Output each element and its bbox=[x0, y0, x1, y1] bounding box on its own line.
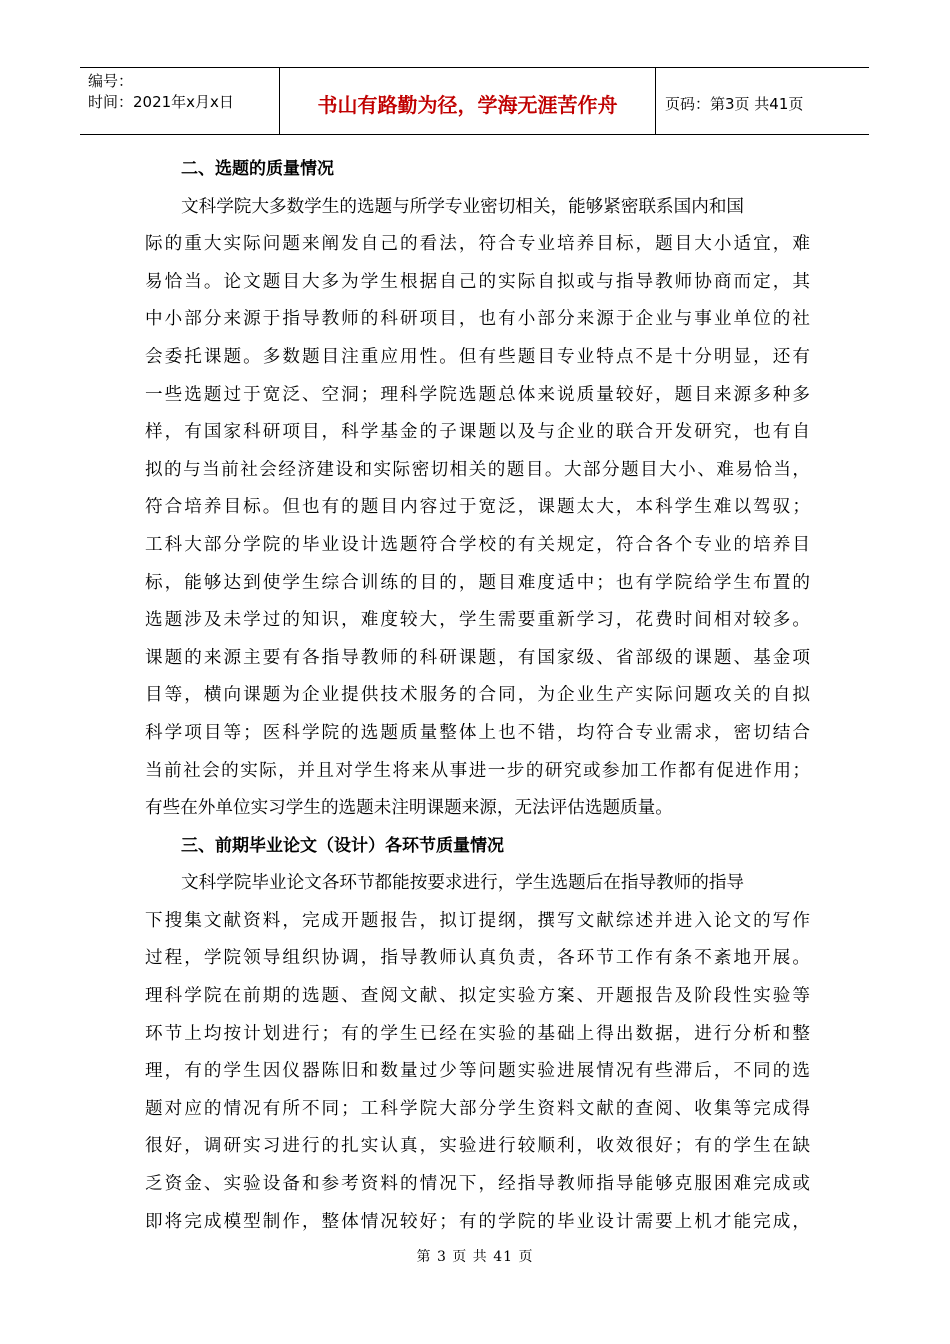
page-footer: 第 3 页 共 41 页 bbox=[416, 1249, 534, 1265]
section-heading: 二、选题的质量情况 bbox=[181, 159, 334, 179]
body-line: 下搜集文献资料，完成开题报告，拟订提纲，撰写文献综述并进入论文的写作 bbox=[145, 910, 810, 931]
body-line: 很好，调研实习进行的扎实认真，实验进行较顺利，收效很好；有的学生在缺 bbox=[145, 1136, 810, 1157]
body-line: 符合培养目标。但也有的题目内容过于宽泛，课题太大，本科学生难以驾驭； bbox=[145, 497, 810, 518]
body-line: 样，有国家科研项目，科学基金的子课题以及与企业的联合开发研究，也有自 bbox=[145, 422, 810, 443]
body-line: 科学项目等；医科学院的选题质量整体上也不错，均符合专业需求，密切结合 bbox=[145, 722, 810, 743]
page-header bbox=[80, 67, 869, 135]
body-line: 选题涉及未学过的知识，难度较大，学生需要重新学习，花费时间相对较多。 bbox=[145, 610, 810, 631]
body-line: 目等，横向课题为企业提供技术服务的合同，为企业生产实际问题攻关的自拟 bbox=[145, 685, 810, 706]
body-line: 理科学院在前期的选题、查阅文献、拟定实验方案、开题报告及阶段性实验等 bbox=[145, 986, 810, 1007]
body-line: 乏资金、实验设备和参考资料的情况下，经指导教师指导能够克服困难完成或 bbox=[145, 1174, 810, 1195]
body-line: 理，有的学生因仪器陈旧和数量过少等问题实验进展情况有些滞后，不同的选 bbox=[145, 1061, 810, 1082]
body-line: 过程，学院领导组织协调，指导教师认真负责，各环节工作有条不紊地开展。 bbox=[145, 948, 810, 969]
body-line: 即将完成模型制作，整体情况较好；有的学院的毕业设计需要上机才能完成， bbox=[145, 1211, 810, 1232]
body-line: 标，能够达到使学生综合训练的目的，题目难度适中；也有学院给学生布置的 bbox=[145, 572, 810, 593]
header-motto: 书山有路勤为径，学海无涯苦作舟 bbox=[280, 68, 656, 134]
body-line: 中小部分来源于指导教师的科研项目，也有小部分来源于企业与事业单位的社 bbox=[145, 309, 810, 330]
body-line: 工科大部分学院的毕业设计选题符合学校的有关规定，符合各个专业的培养目 bbox=[145, 534, 810, 555]
body-line: 一些选题过于宽泛、空洞；理科学院选题总体来说质量较好，题目来源多种多 bbox=[145, 384, 810, 405]
body-line: 际的重大实际问题来阐发自己的看法，符合专业培养目标，题目大小适宜，难 bbox=[145, 234, 810, 255]
body-line: 有些在外单位实习学生的选题未注明课题来源，无法评估选题质量。 bbox=[145, 798, 673, 819]
body-line: 题对应的情况有所不同；工科学院大部分学生资料文献的查阅、收集等完成得 bbox=[145, 1098, 810, 1119]
body-line: 文科学院大多数学生的选题与所学专业密切相关，能够紧密联系国内和国 bbox=[181, 196, 745, 217]
document-number: 编号： bbox=[88, 72, 134, 90]
body-line: 文科学院毕业论文各环节都能按要求进行，学生选题后在指导教师的指导 bbox=[181, 873, 745, 894]
body-line: 课题的来源主要有各指导教师的科研课题，有国家级、省部级的课题、基金项 bbox=[145, 647, 810, 668]
document-time: 时间：2021年x月x日 bbox=[88, 93, 234, 111]
section-heading: 三、前期毕业论文（设计）各环节质量情况 bbox=[181, 835, 504, 856]
header-meta bbox=[80, 68, 280, 134]
header-page-info: 页码：第3页 共41页 bbox=[665, 94, 804, 113]
body-line: 当前社会的实际，并且对学生将来从事进一步的研究或参加工作都有促进作用； bbox=[145, 760, 810, 781]
body-line: 易恰当。论文题目大多为学生根据自己的实际自拟或与指导教师协商而定，其 bbox=[145, 271, 810, 292]
body-line: 环节上均按计划进行；有的学生已经在实验的基础上得出数据，进行分析和整 bbox=[145, 1023, 810, 1044]
body-line: 会委托课题。多数题目注重应用性。但有些题目专业特点不是十分明显，还有 bbox=[145, 346, 810, 367]
body-line: 拟的与当前社会经济建设和实际密切相关的题目。大部分题目大小、难易恰当， bbox=[145, 459, 810, 480]
document-body bbox=[145, 151, 810, 1241]
